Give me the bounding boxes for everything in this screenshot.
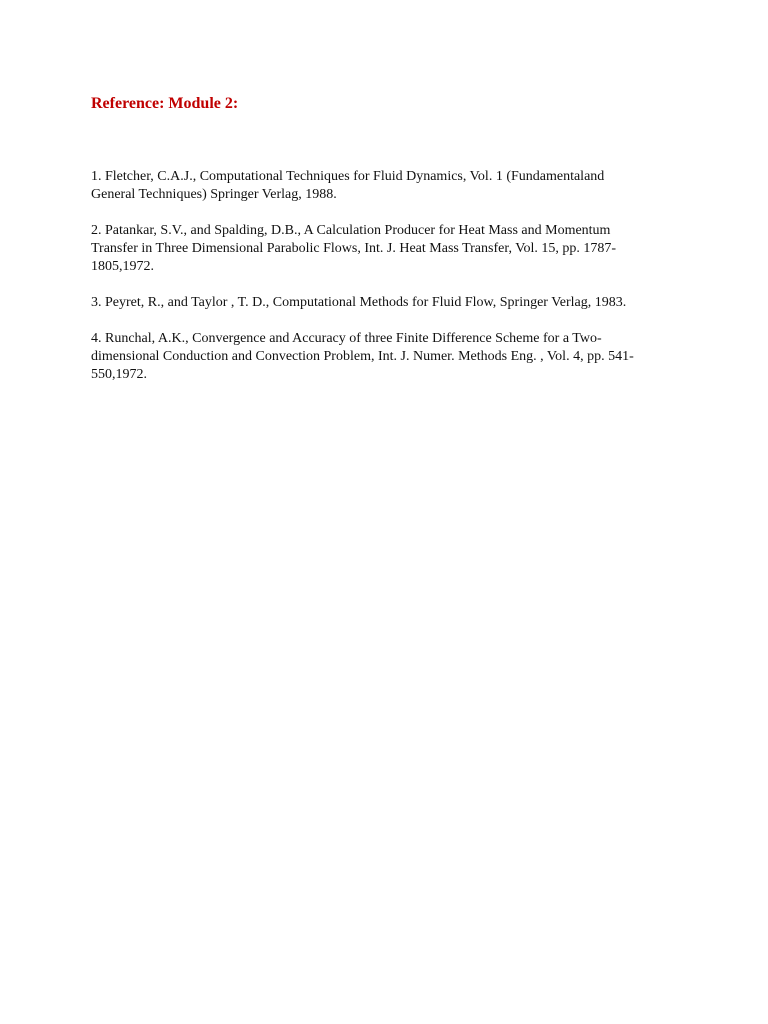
reference-line: dimensional Conduction and Convection Problem, Int. J. Numer. Methods Eng. , Vol. 4, pp. 541-: [91, 349, 634, 364]
reference-line: General Techniques) Springer Verlag, 1988.: [91, 187, 337, 202]
reference-list: [91, 168, 691, 402]
reference-item-4: [91, 330, 691, 384]
reference-item-2: [91, 222, 691, 276]
reference-line: 550,1972.: [91, 367, 147, 382]
reference-item-3: [91, 294, 691, 312]
reference-line: Transfer in Three Dimensional Parabolic Flows, Int. J. Heat Mass Transfer, Vol. 15, pp. 1787-: [91, 241, 617, 256]
reference-line: 1. Fletcher, C.A.J., Computational Techniques for Fluid Dynamics, Vol. 1 (Fundamentaland: [91, 169, 605, 184]
reference-line: 1805,1972.: [91, 259, 154, 274]
reference-line: 2. Patankar, S.V., and Spalding, D.B., A Calculation Producer for Heat Mass and Momentum: [91, 223, 611, 238]
reference-item-1: [91, 168, 691, 204]
reference-heading: Reference: Module 2:: [91, 95, 239, 112]
reference-line: 4. Runchal, A.K., Convergence and Accuracy of three Finite Difference Scheme for a Two-: [91, 331, 602, 346]
reference-line: 3. Peyret, R., and Taylor , T. D., Computational Methods for Fluid Flow, Springer Verlag, 1983.: [91, 295, 627, 310]
